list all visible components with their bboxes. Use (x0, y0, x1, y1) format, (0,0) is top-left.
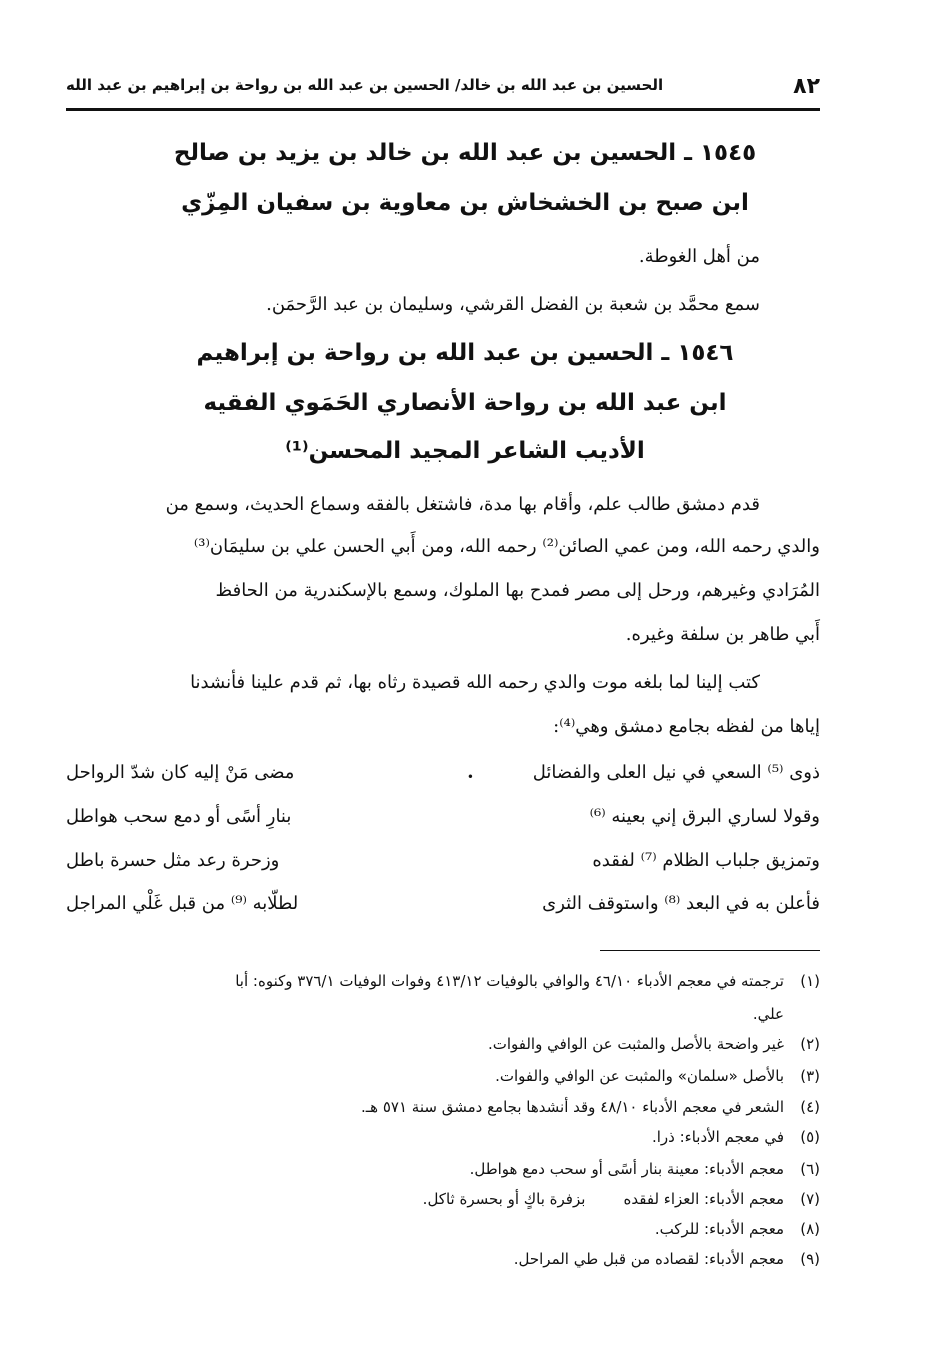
footnote-continuation: علي. (752, 1005, 784, 1023)
verse-marker: • (466, 770, 474, 784)
verse-second-hemistich: لطلّابه ⁽⁹⁾ من قبل غَلْي المراجل (66, 893, 299, 914)
footnote (66, 972, 820, 990)
verse-first-hemistich: فأعلن به في البعد ⁽⁸⁾ واستوقف الثرى (542, 893, 820, 914)
footnote-text: معجم الأدباء: لقصاده من قبل طي المراحل. (513, 1250, 784, 1268)
footnote-text: معجم الأدباء: العزاء لفقده بزفرة باكٍ أو بحسرة ثاكل. (422, 1190, 784, 1208)
entry-heading-1545-line1: ١٥٤٥ ـ الحسين بن عبد الله بن خالد بن يزيد بن صالح (173, 140, 757, 166)
footnote (66, 1067, 820, 1085)
footnote (66, 1250, 820, 1268)
footnote-number: (٨) (800, 1220, 820, 1238)
header-rule (66, 108, 820, 111)
footnote-text: في معجم الأدباء: ذرا. (651, 1128, 784, 1146)
footnote-number: (٧) (800, 1190, 820, 1208)
footnote-text: معجم الأدباء: معينة بنار أسًى أو سحب دمع هواطل. (469, 1160, 784, 1178)
footnote (66, 1035, 820, 1053)
body-line: والدي رحمه الله، ومن عمي الصائن⁽²⁾ رحمه الله، ومن أَبي الحسن علي بن سليمَان⁽³⁾ (193, 536, 820, 557)
verse-second-hemistich: بنارِ أسًى أو دمع سحب هواطل (66, 806, 292, 827)
footnote-text: غير واضحة بالأصل والمثبت عن الوافي والفوات. (487, 1035, 784, 1053)
body-line: كتب إلينا لما بلغه موت والدي رحمه الله قصيدة رثاه بها، ثم قدم علينا فأنشدنا (190, 672, 760, 693)
entry-heading-1546-line3: الأديب الشاعر المجيد المحسن⁽¹⁾ (285, 438, 645, 464)
footnote-number: (٥) (800, 1128, 820, 1146)
entry-heading-1545-line2: ابن صبح بن الخشخاش بن معاوية بن سفيان المِزّي (181, 190, 749, 216)
footnote (66, 1160, 820, 1178)
body-line: أَبي طاهر بن سلفة وغيره. (625, 624, 820, 645)
footnote-number: (٦) (800, 1160, 820, 1178)
footnote-number: (٣) (800, 1067, 820, 1085)
footnote-text: معجم الأدباء: للركب. (654, 1220, 784, 1238)
entry-heading-1546-line2: ابن عبد الله بن رواحة الأنصاري الحَمَوي الفقيه (203, 390, 727, 416)
footnote (66, 1128, 820, 1146)
verse-first-hemistich: ذوى ⁽⁵⁾ السعي في نيل العلى والفضائل (532, 762, 820, 783)
verse-second-hemistich: وزحرة رعد مثل حسرة باطل (66, 850, 280, 871)
footnote (66, 1098, 820, 1116)
footnote-text: الشعر في معجم الأدباء ٤٨/١٠ وقد أنشدها بجامع دمشق سنة ٥٧١ هـ. (361, 1098, 784, 1116)
entry-1545-paragraph-1: من أهل الغوطة. (638, 246, 760, 267)
footnote-separator (600, 950, 820, 951)
body-line: المُرَادي وغيرهم، ورحل إلى مصر فمدح بها الملوك، وسمع بالإسكندرية من الحافظ (215, 580, 820, 601)
footnote-text: ترجمته في معجم الأدباء ٤٦/١٠ والوافي بالوفيات ٤١٣/١٢ وفوات الوفيات ٣٧٦/١ وكنوه: أبا (235, 972, 784, 990)
footnote (66, 1190, 820, 1208)
verse-first-hemistich: وقولا لساري البرق إني بعينه ⁽⁶⁾ (589, 806, 820, 827)
footnote-number: (٩) (800, 1250, 820, 1268)
body-line: قدم دمشق طالب علم، وأقام بها مدة، فاشتغل بالفقه وسماع الحديث، وسمع من (165, 494, 760, 515)
body-line: إياها من لفظه بجامع دمشق وهي⁽⁴⁾: (553, 716, 820, 737)
footnote-number: (١) (800, 972, 820, 990)
running-title: الحسين بن عبد الله بن خالد/ الحسين بن عبد الله بن رواحة بن إبراهيم بن عبد الله (66, 76, 664, 94)
entry-1545-paragraph-2: سمع محمَّد بن شعبة بن الفضل القرشي، وسليمان بن عبد الرَّحمَن. (266, 294, 760, 315)
footnote-number: (٢) (800, 1035, 820, 1053)
footnote-text: بالأصل «سلمان» والمثبت عن الوافي والفوات. (495, 1067, 784, 1085)
footnote-number: (٤) (800, 1098, 820, 1116)
verse-first-hemistich: وتمزيق جلباب الظلام ⁽⁷⁾ لفقده (592, 850, 820, 871)
page-number: ٨٢ (793, 74, 820, 99)
verse-second-hemistich: مضى مَنْ إليه كان شدّ الرواحل (66, 762, 295, 783)
entry-heading-1546-line1: ١٥٤٦ ـ الحسين بن عبد الله بن رواحة بن إبراهيم (196, 340, 734, 366)
footnote (66, 1220, 820, 1238)
